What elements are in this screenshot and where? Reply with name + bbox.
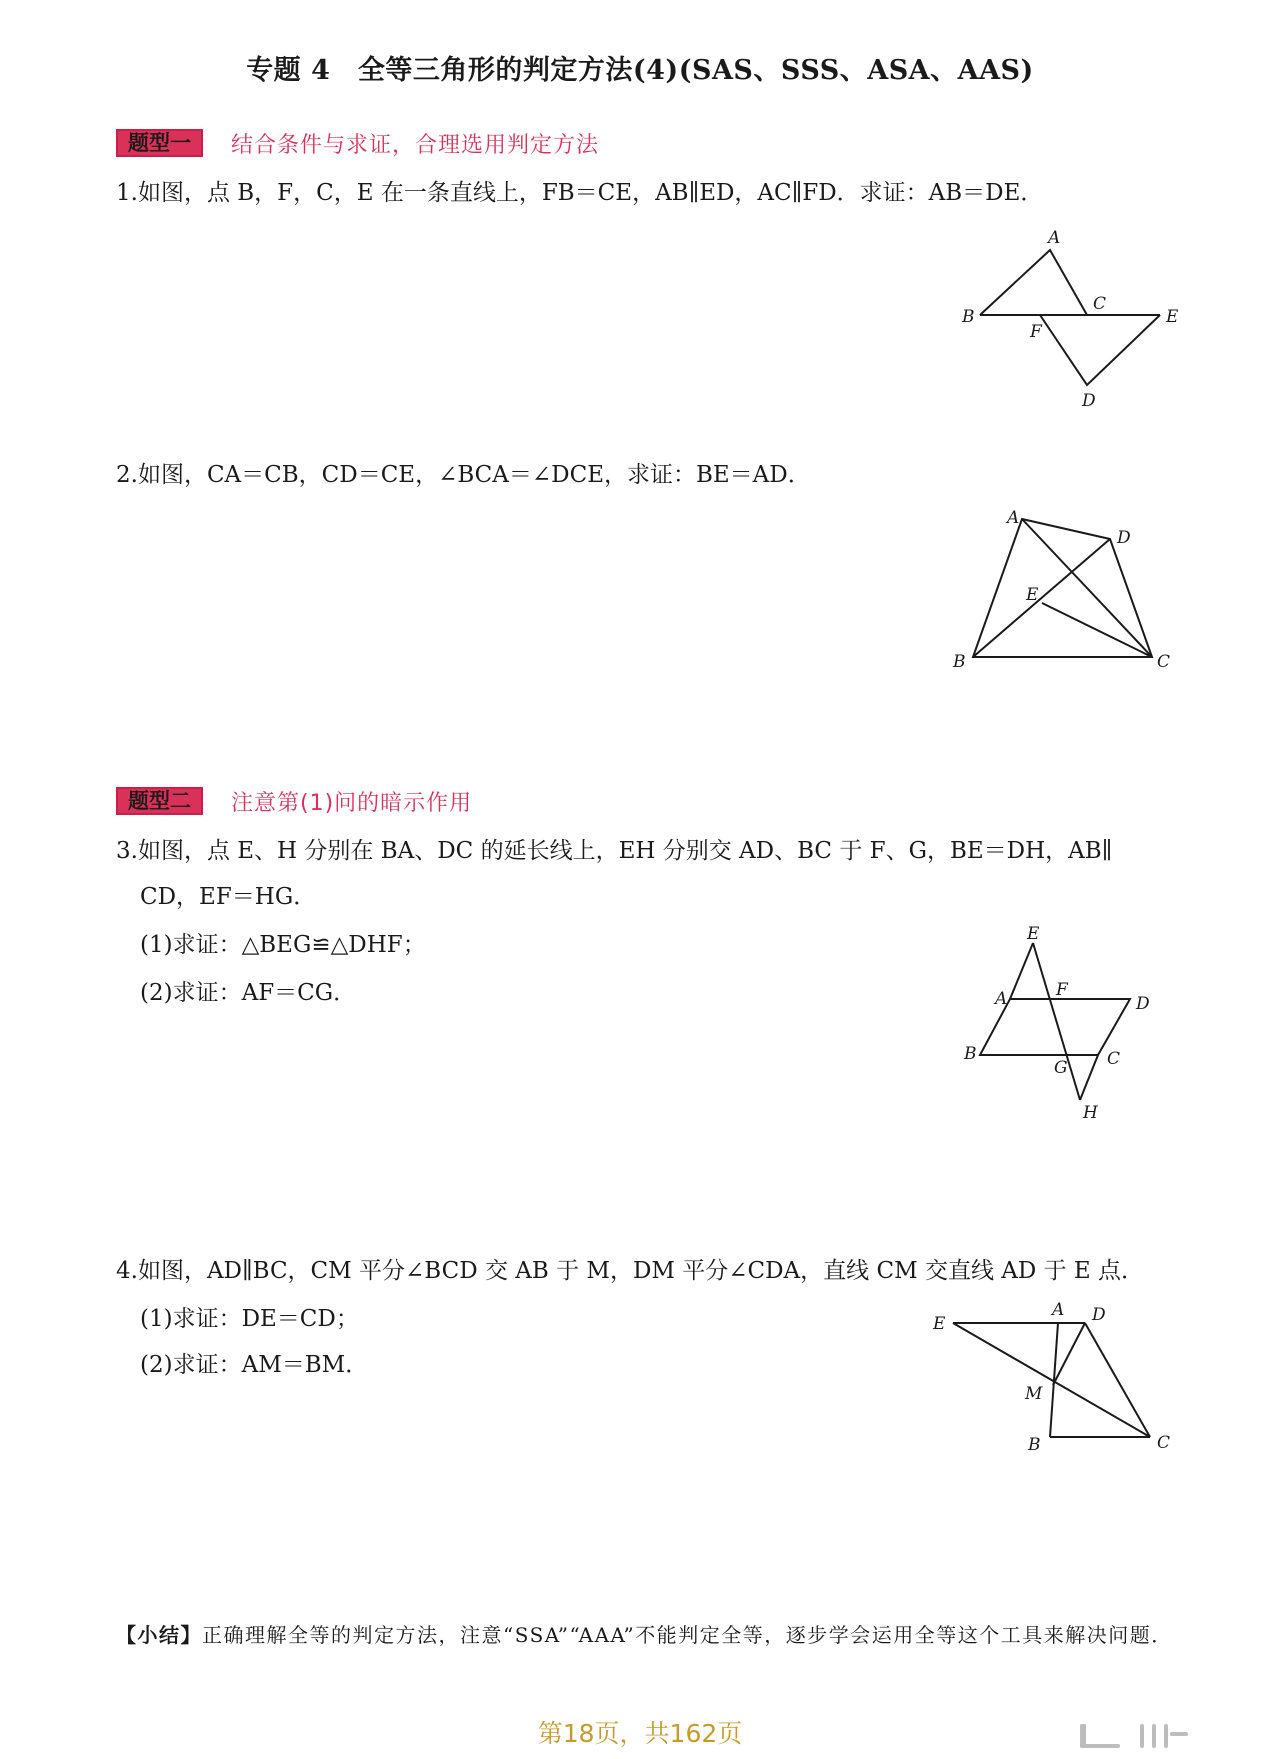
question-3-line-1: 3.如图，点 E、H 分别在 BA、DC 的延长线上，EH 分别交 AD、BC 于 F、G，BE＝DH，AB∥ — [116, 838, 1113, 864]
fig3-label-a: A — [995, 989, 1008, 1009]
question-2: 2.如图，CA＝CB，CD＝CE，∠BCA＝∠DCE，求证：BE＝AD． — [116, 462, 811, 488]
question-3-part-1: (1)求证：△BEG≌△DHF； — [140, 932, 426, 958]
fig4-label-b: B — [1028, 1435, 1041, 1455]
fig3-label-d: D — [1136, 994, 1150, 1014]
section-header-2 — [116, 786, 472, 816]
question-4-line-1: 4.如图，AD∥BC，CM 平分∠BCD 交 AB 于 M，DM 平分∠CDA，直线 CM 交直线 AD 于 E 点． — [116, 1258, 1145, 1284]
figure-4 — [925, 1295, 1180, 1470]
question-1: 1.如图，点 B，F，C，E 在一条直线上，FB＝CE，AB∥ED，AC∥FD．求证：AB＝DE． — [116, 180, 1044, 206]
summary-label: 【小结】 — [116, 1623, 202, 1647]
fig1-label-d: D — [1082, 391, 1096, 411]
fig1-label-c: C — [1093, 294, 1107, 314]
fig3-label-c: C — [1107, 1049, 1121, 1069]
fig3-label-e: E — [1027, 925, 1040, 944]
fig1-label-f: F — [1030, 322, 1042, 342]
fig1-label-a: A — [1048, 228, 1061, 248]
fig2-label-a: A — [1007, 508, 1020, 528]
question-4-part-2: (2)求证：AM＝BM． — [140, 1352, 369, 1378]
fig1-label-e: E — [1166, 307, 1179, 327]
fig2-label-c: C — [1157, 652, 1171, 672]
figure-1 — [950, 225, 1180, 415]
summary — [116, 1615, 1176, 1655]
fig2-line-ac — [1022, 519, 1152, 657]
section-badge-2: 题型二 — [116, 787, 203, 815]
fig4-label-c: C — [1157, 1433, 1171, 1453]
fig4-label-m: M — [1025, 1384, 1043, 1404]
section-title-1: 结合条件与求证，合理选用判定方法 — [231, 132, 600, 158]
fig4-line-dc — [1085, 1323, 1150, 1437]
fig1-triangle-abc — [980, 250, 1087, 315]
fig3-line-ch — [1080, 1055, 1098, 1100]
page-title: 专题 4 全等三角形的判定方法(4)(SAS、SSS、ASA、AAS) — [246, 55, 1034, 86]
question-3-line-2: CD，EF＝HG． — [140, 884, 317, 910]
figure-3 — [950, 925, 1170, 1135]
fig4-label-d: D — [1092, 1305, 1106, 1325]
page-counter: 第18页，共162页 — [537, 1719, 743, 1748]
fig3-label-g: G — [1054, 1058, 1068, 1078]
fig2-label-d: D — [1117, 528, 1131, 548]
section-badge-1: 题型一 — [116, 129, 203, 157]
question-3-part-2: (2)求证：AF＝CG． — [140, 980, 357, 1006]
fig3-line-ea — [1010, 943, 1033, 999]
fig3-label-b: B — [964, 1044, 977, 1064]
fig4-label-a: A — [1052, 1300, 1065, 1320]
fig1-label-b: B — [962, 307, 975, 327]
summary-text: 正确理解全等的判定方法，注意“SSA”“AAA”不能判定全等，逐步学会运用全等这个工具来解决问题． — [202, 1623, 1173, 1647]
fig3-label-h: H — [1083, 1103, 1098, 1123]
fig3-label-f: F — [1056, 980, 1068, 1000]
page-nav-icon[interactable] — [1080, 1722, 1190, 1752]
fig4-label-e: E — [933, 1314, 946, 1334]
section-title-2: 注意第(1)问的暗示作用 — [231, 790, 473, 816]
fig2-label-e: E — [1026, 585, 1039, 605]
figure-2 — [945, 505, 1175, 680]
question-4-part-1: (1)求证：DE＝CD； — [140, 1306, 359, 1332]
section-header-1 — [116, 128, 599, 158]
fig1-triangle-fde — [1040, 315, 1160, 385]
fig2-label-b: B — [953, 652, 966, 672]
